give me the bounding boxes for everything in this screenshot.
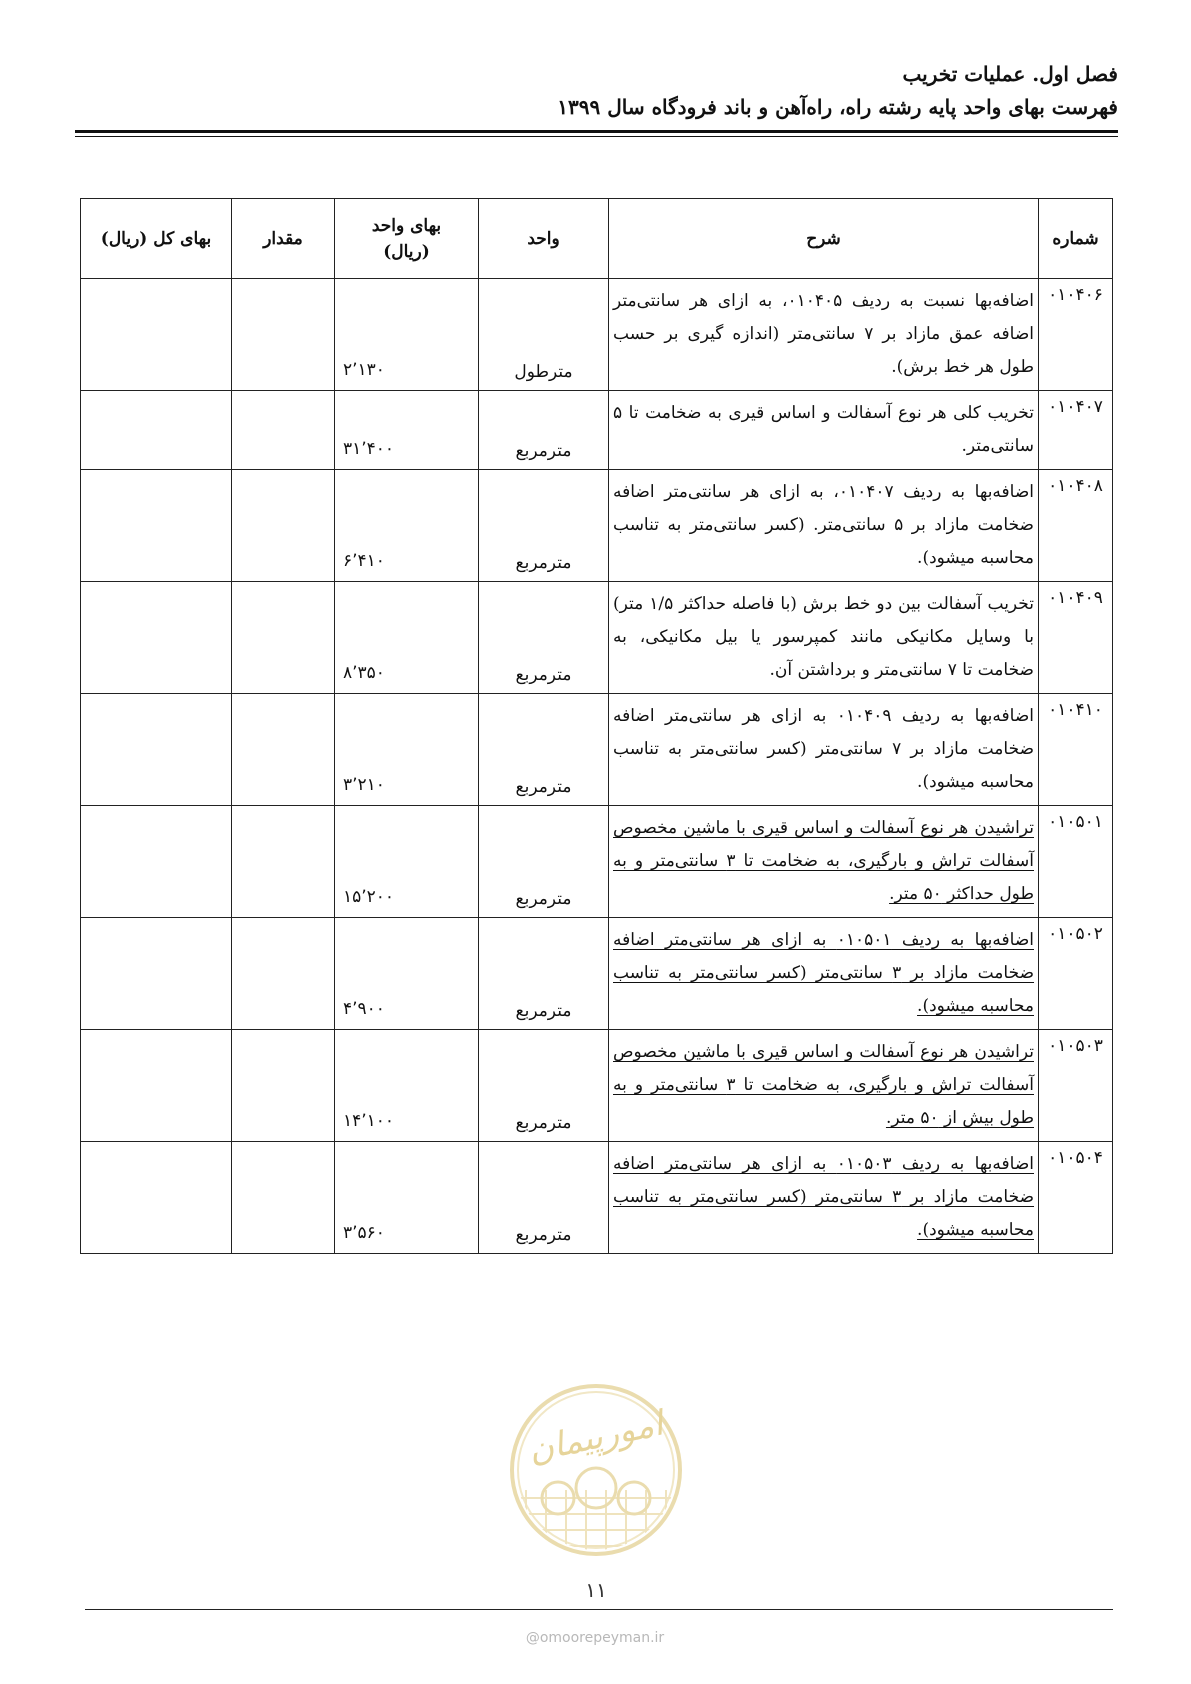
row-description-text: تراشیدن هر نوع آسفالت و اساس قیری با ماشین مخصوص آسفالت تراش و بارگیری، به ضخامت تا ۳ سانتی‌متر و به طول بیش از ۵۰ متر. bbox=[613, 1042, 1034, 1128]
table-row bbox=[81, 582, 1113, 694]
row-description bbox=[609, 694, 1039, 806]
row-unit-price: ۱۵٬۲۰۰ bbox=[335, 806, 479, 918]
row-total-price bbox=[81, 470, 232, 582]
page-number: ۱۱ bbox=[585, 1578, 607, 1602]
row-code: ۰۱۰۴۱۰ bbox=[1039, 694, 1113, 806]
row-total-price bbox=[81, 582, 232, 694]
row-description-text: اضافه‌بها به ردیف ۰۱۰۴۰۷، به ازای هر سانتی‌متر اضافه ضخامت مازاد بر ۵ سانتی‌متر. (کسر سانتی‌متر به تناسب محاسبه میشود). bbox=[613, 482, 1034, 568]
row-quantity bbox=[232, 1030, 335, 1142]
row-unit: مترمربع bbox=[479, 694, 609, 806]
row-code: ۰۱۰۴۰۸ bbox=[1039, 470, 1113, 582]
table-row bbox=[81, 470, 1113, 582]
row-quantity bbox=[232, 470, 335, 582]
row-description-text: اضافه‌بها به ردیف ۰۱۰۴۰۹ به ازای هر سانتی‌متر اضافه ضخامت مازاد بر ۷ سانتی‌متر (کسر سانتی‌متر به تناسب محاسبه میشود). bbox=[613, 706, 1035, 792]
row-description bbox=[609, 582, 1039, 694]
row-unit-price: ۶٬۴۱۰ bbox=[335, 470, 479, 582]
row-total-price bbox=[81, 1142, 232, 1254]
row-description bbox=[609, 470, 1039, 582]
row-description bbox=[609, 279, 1039, 391]
row-quantity bbox=[232, 391, 335, 470]
row-description-text: اضافه‌بها به ردیف ۰۱۰۵۰۱ به ازای هر سانتی‌متر اضافه ضخامت مازاد بر ۳ سانتی‌متر (کسر سانتی‌متر به تناسب محاسبه میشود). bbox=[613, 930, 1035, 1016]
document-subtitle: فهرست بهای واحد پایه رشته راه، راه‌آهن و باند فرودگاه سال ۱۳۹۹ bbox=[557, 95, 1118, 119]
header-unit-price-line1: بهای واحد bbox=[371, 215, 442, 236]
row-description-text: تخریب کلی هر نوع آسفالت و اساس قیری به ضخامت تا ۵ سانتی‌متر. bbox=[613, 403, 1034, 456]
row-code: ۰۱۰۵۰۱ bbox=[1039, 806, 1113, 918]
row-description bbox=[609, 1142, 1039, 1254]
header-code: شماره bbox=[1039, 199, 1113, 279]
row-unit-price: ۸٬۳۵۰ bbox=[335, 582, 479, 694]
row-unit: مترمربع bbox=[479, 582, 609, 694]
table-row bbox=[81, 1142, 1113, 1254]
row-description bbox=[609, 1030, 1039, 1142]
row-quantity bbox=[232, 694, 335, 806]
row-quantity bbox=[232, 279, 335, 391]
price-list-table bbox=[80, 198, 1113, 1254]
table-row bbox=[81, 1030, 1113, 1142]
header-description: شرح bbox=[609, 199, 1039, 279]
page-header bbox=[75, 58, 1118, 124]
table-row bbox=[81, 279, 1113, 391]
header-rule-thick bbox=[75, 130, 1118, 133]
watermark-script: امورپیمان bbox=[524, 1403, 667, 1471]
table-row bbox=[81, 806, 1113, 918]
row-unit-price: ۳٬۲۱۰ bbox=[335, 694, 479, 806]
header-unit-price-line2: (ریال) bbox=[383, 241, 430, 262]
row-code: ۰۱۰۵۰۴ bbox=[1039, 1142, 1113, 1254]
table-row bbox=[81, 391, 1113, 470]
row-description-text: اضافه‌بها به ردیف ۰۱۰۵۰۳ به ازای هر سانتی‌متر اضافه ضخامت مازاد بر ۳ سانتی‌متر (کسر سانتی‌متر به تناسب محاسبه میشود). bbox=[613, 1154, 1035, 1240]
row-code: ۰۱۰۵۰۳ bbox=[1039, 1030, 1113, 1142]
header-unit-price bbox=[335, 199, 479, 279]
row-total-price bbox=[81, 694, 232, 806]
row-code: ۰۱۰۴۰۶ bbox=[1039, 279, 1113, 391]
row-total-price bbox=[81, 391, 232, 470]
row-unit: مترمربع bbox=[479, 470, 609, 582]
row-unit: مترمربع bbox=[479, 806, 609, 918]
table-row bbox=[81, 918, 1113, 1030]
row-unit-price: ۲٬۱۳۰ bbox=[335, 279, 479, 391]
table-header-row bbox=[81, 199, 1113, 279]
row-unit-price: ۳۱٬۴۰۰ bbox=[335, 391, 479, 470]
row-unit: مترمربع bbox=[479, 1142, 609, 1254]
row-total-price bbox=[81, 918, 232, 1030]
table-row bbox=[81, 694, 1113, 806]
row-unit: مترمربع bbox=[479, 918, 609, 1030]
chapter-title: فصل اول. عملیات تخریب bbox=[902, 62, 1118, 86]
table-body bbox=[81, 279, 1113, 1254]
row-quantity bbox=[232, 1142, 335, 1254]
row-unit: مترمربع bbox=[479, 391, 609, 470]
row-unit: مترطول bbox=[479, 279, 609, 391]
row-description-text: تخریب آسفالت بین دو خط برش (با فاصله حداکثر ۱/۵ متر) با وسایل مکانیکی مانند کمپرسور یا بیل مکانیکی، به ضخامت تا ۷ سانتی‌متر و برداشتن آن. bbox=[613, 594, 1035, 680]
row-unit-price: ۳٬۵۶۰ bbox=[335, 1142, 479, 1254]
row-quantity bbox=[232, 918, 335, 1030]
footer-rule bbox=[85, 1609, 1113, 1610]
header-rule-thin bbox=[75, 136, 1118, 137]
header-total-price: بهای کل (ریال) bbox=[81, 199, 232, 279]
header-unit: واحد bbox=[479, 199, 609, 279]
row-description-text: اضافه‌بها نسبت به ردیف ۰۱۰۴۰۵، به ازای هر سانتی‌متر اضافه عمق مازاد بر ۷ سانتی‌متر (اندازه گیری بر حسب طول هر خط برش). bbox=[613, 291, 1034, 377]
row-quantity bbox=[232, 582, 335, 694]
row-description-text: تراشیدن هر نوع آسفالت و اساس قیری با ماشین مخصوص آسفالت تراش و بارگیری، به ضخامت تا ۳ سانتی‌متر و به طول حداکثر ۵۰ متر. bbox=[613, 818, 1034, 904]
row-unit-price: ۱۴٬۱۰۰ bbox=[335, 1030, 479, 1142]
row-description bbox=[609, 806, 1039, 918]
row-code: ۰۱۰۴۰۹ bbox=[1039, 582, 1113, 694]
row-total-price bbox=[81, 806, 232, 918]
watermark-logo bbox=[506, 1380, 686, 1560]
row-code: ۰۱۰۵۰۲ bbox=[1039, 918, 1113, 1030]
row-code: ۰۱۰۴۰۷ bbox=[1039, 391, 1113, 470]
row-unit: مترمربع bbox=[479, 1030, 609, 1142]
row-unit-price: ۴٬۹۰۰ bbox=[335, 918, 479, 1030]
row-quantity bbox=[232, 806, 335, 918]
header-quantity: مقدار bbox=[232, 199, 335, 279]
row-description bbox=[609, 918, 1039, 1030]
row-total-price bbox=[81, 279, 232, 391]
row-total-price bbox=[81, 1030, 232, 1142]
website-watermark: @omoorepeyman.ir bbox=[525, 1630, 665, 1646]
row-description bbox=[609, 391, 1039, 470]
